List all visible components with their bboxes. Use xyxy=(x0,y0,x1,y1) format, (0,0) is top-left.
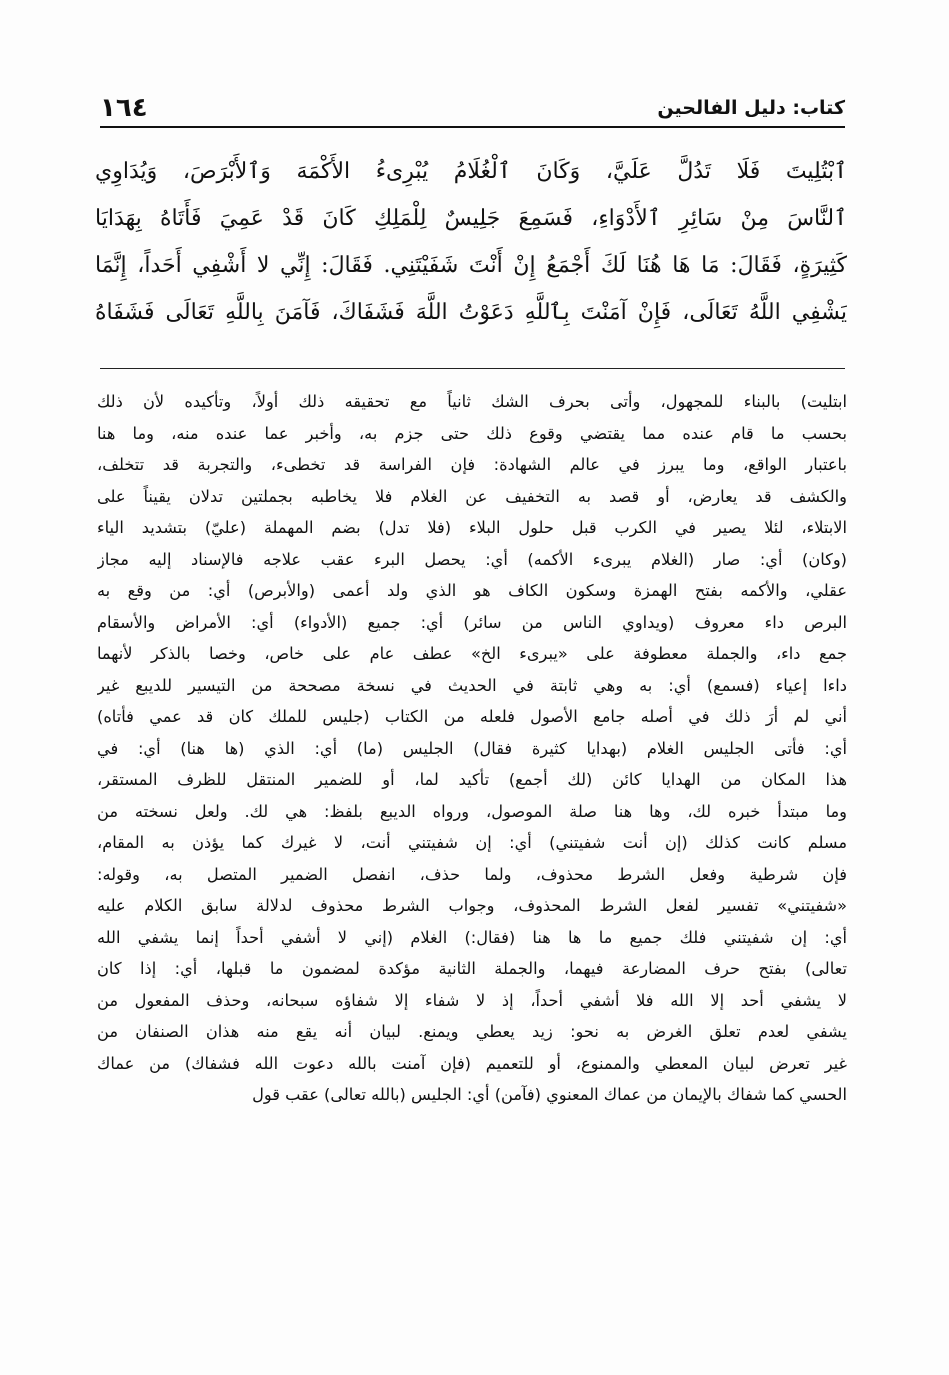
commentary-line: أي: إن شفيتني فلك جميع ما ها هنا (فقال:) الغلام (إني لا أشفي أحداً إنما يشفي الله xyxy=(97,927,847,947)
commentary-line: والكشف قد يعارض، أو قصد به التخفيف عن الغلام فلا يخاطبه بجملتين تدلان يقيناً على xyxy=(97,486,847,506)
page-header xyxy=(100,90,845,128)
page-number: ١٦٤ xyxy=(100,93,148,123)
commentary-line: أي: فأتى الجليس الغلام (بهدايا كثيرة فقال) الجليس (ما) أي: الذي (ها هنا) أي: في xyxy=(97,738,847,758)
hadith-line: ٱلنَّاسَ مِنْ سَائِرِ ٱلأَدْوَاءِ، فَسَمِعَ جَلِيسٌ لِلْمَلِكِ كَانَ قَدْ عَمِيَ فَأَتَاهُ بِهَدَايَا xyxy=(95,206,847,231)
commentary-line: يشفي لعدم تعلق الغرض به نحو: زيد يعطي ويمنع. لبيان أنه يقع منه هذان الصنفان من xyxy=(97,1022,847,1041)
commentary-line: تعالى) بفتح حرف المضارعة فيهما، والجملة الثانية مؤكدة لمضمون ما قبلها، أي: إذا كان xyxy=(97,959,847,978)
commentary-line: (وكان) أي: صار (الغلام يبرىء الأكمه) أي: يحصل البرء عقب علاجه فالإسناد إليه مجاز xyxy=(97,549,847,569)
commentary-line: الحسي كما شفاك بالإيمان من عماك المعنوي (فآمن) أي: الجليس (بالله تعالى) عقب قول xyxy=(252,1085,847,1104)
commentary-line: باعتبار الواقع، وما يبرز في عالم الشهادة: فإن الفراسة قد تخطىء، والتجربة قد تتخلف، xyxy=(97,455,847,474)
commentary-line: مسلم كانت كذلك (إن أنت شفيتني) أي: إن شفيتني أنت، لا غيرك كما يؤذن به المقام، xyxy=(97,833,847,852)
commentary-line: وما مبتدأ خبره لك، وها هنا صلة الموصول، ورواه الديبع بلفظ: هي لك. ولعل نسخته من xyxy=(97,801,847,821)
hadith-text xyxy=(95,148,847,336)
commentary-line: جمع داء، والجملة معطوفة على «يبرىء الخ» عطف عام على خاص، وخصا بالذكر لأنهما xyxy=(97,644,847,663)
commentary-line: غير تعرض لبيان المعطي والممنوع، أو للتعميم (فإن آمنت بالله دعوت الله فشفاك) من عماك xyxy=(97,1053,847,1073)
commentary-line: عقلي، والأكمه بفتح الهمزة وسكون الكاف هو الذي ولد أعمى (والأبرص) أي: من وقع به xyxy=(97,581,847,600)
commentary-text xyxy=(97,386,847,1111)
hadith-line: يَشْفِي اللَّهُ تَعَالَى، فَإِنْ آمَنْتَ بِٱللَّهِ دَعَوْتُ اللَّهَ فَشَفَاكَ، فَآمَنَ بِاللَّهِ تَعَالَى فَشَفَاهُ xyxy=(95,300,847,325)
commentary-line: ابتليت) بالبناء للمجهول، وأتى بحرف الشك ثانياً مع تحقيقه ذلك أولاً، وتأكيده لأن ذلك xyxy=(97,392,847,411)
hadith-line: ٱبْتُلِيتَ فَلَا تَدُلَّ عَلَيَّ، وَكَانَ ٱلْغُلَامُ يُبْرِىءُ الأَكْمَهَ وَٱلأَبْرَصَ، وَيُدَاوِي xyxy=(95,159,847,184)
commentary-line: الابتلاء، لئلا يصير في الكرب قبل حلول البلاء (فلا تدل) بضم المهملة (عليّ) بتشديد الياء xyxy=(97,518,847,537)
commentary-line: البرص داء معروف (ويداوي الناس من سائر) أي: جميع (الأدواء) أي: الأمراض والأسقام xyxy=(97,612,847,632)
commentary-line: لا يشفي أحد إلا الله فلا أشفي أحداً، إذ لا شفاء إلا شفاؤه سبحانه، وحذف المفعول من xyxy=(97,990,847,1010)
commentary-line: بحسب ما قام عنده مما يقتضي وقوع ذلك حتى جزم به، وأخبر عما عنده منه، وما هنا xyxy=(97,423,847,443)
commentary-line: داءا إعياء (فسمع) أي: به وهي ثابتة في الحديث في نسخة مصححة من التيسير للديبع غير xyxy=(97,675,847,695)
book-title: كتاب: دليل الفالحين xyxy=(657,97,845,119)
commentary-line: أني لم أرَ ذلك في أصله جامع الأصول فلعله من الكتاب (جليس للملك كان قد عمي فأتاه) xyxy=(97,707,847,726)
hadith-line: كَثِيرَةٍ، فَقَالَ: مَا هَا هُنَا لَكَ أَجْمَعُ إِنْ أَنْتَ شَفَيْتَنِي. فَقَالَ: إِنِّي لا أَشْفِي أَحَداً، إِنَّمَا xyxy=(95,253,847,278)
commentary-line: فإن شرطية وفعل الشرط محذوف، ولما حذف، انفصل الضمير المتصل به، وقوله: xyxy=(97,864,847,884)
commentary-line: هذا المكان من الهدايا كائن (لك أجمع) تأكيد لما، أو للضمير المنتقل للظرف المستقر، xyxy=(97,770,847,789)
footnote-separator xyxy=(100,368,845,369)
commentary-line: «شفيتني» تفسير لفعل الشرط المحذوف، وجواب الشرط محذوف لدلالة سابق الكلام عليه xyxy=(97,896,847,915)
